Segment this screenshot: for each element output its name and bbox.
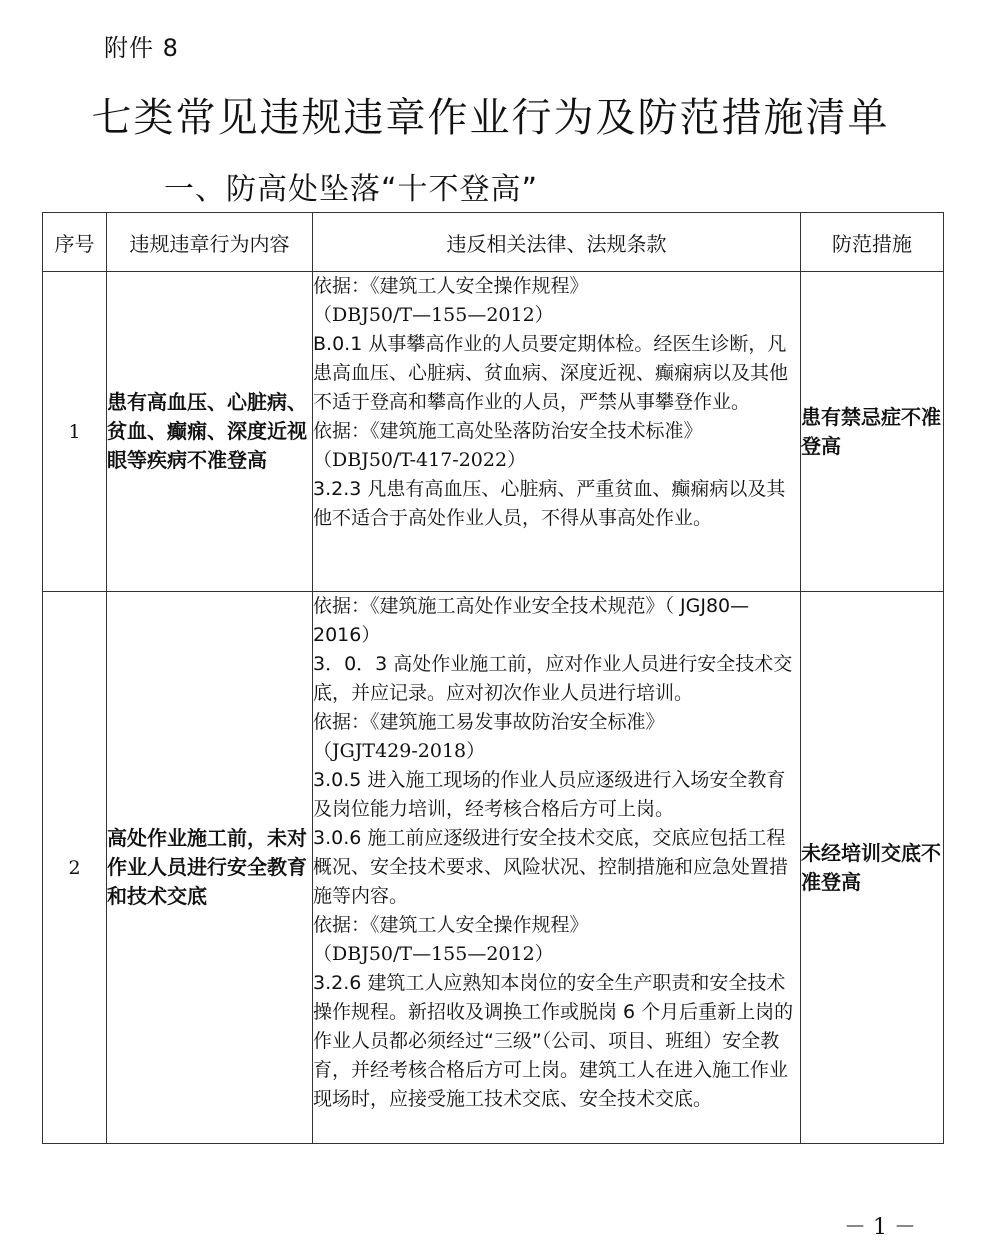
table-header-row: [43, 213, 944, 272]
column-header-number: 序号: [43, 213, 107, 272]
law-clause: B.0.1 从事攀高作业的人员要定期体检。经医生诊断，凡患高血压、心脏病、贫血病、深度近视、癫痫病以及其他不适于登高和攀高作业的人员，严禁从事攀登作业。: [313, 333, 789, 413]
law-clause: 3．0．3 高处作业施工前，应对作业人员进行安全技术交底，并应记录。应对初次作业人员进行培训。: [313, 653, 793, 704]
law-basis: 依据：《建筑施工高处坠落防治安全技术标准》: [313, 420, 703, 442]
law-cell: [313, 272, 801, 592]
attachment-label: 附件 8: [104, 34, 179, 62]
law-clause: 3.2.3 凡患有高血压、心脏病、严重贫血、癫痫病以及其他不适合于高处作业人员，不得从事高处作业。: [313, 478, 786, 529]
law-clause: 3.0.6 施工前应逐级进行安全技术交底，交底应包括工程概况、安全技术要求、风险状况、控制措施和应急处置措施等内容。: [313, 827, 789, 907]
law-basis: 依据：《建筑工人安全操作规程》: [313, 914, 589, 936]
measure-cell: 患有禁忌症不准登高: [801, 272, 944, 592]
page-number: － 1 －: [844, 1215, 916, 1240]
law-code: （JGJT429-2018）: [313, 740, 486, 762]
law-code: （DBJ50/T—155—2012）: [313, 943, 554, 965]
column-header-law: 违反相关法律、法规条款: [313, 213, 801, 272]
law-clause: 3.0.5 进入施工现场的作业人员应逐级进行入场安全教育及岗位能力培训，经考核合格后方可上岗。: [313, 769, 786, 820]
law-cell: [313, 592, 801, 1144]
table-row: [43, 592, 944, 1144]
law-basis: 依据：《建筑施工易发事故防治安全标准》: [313, 711, 665, 733]
law-clause: 3.2.6 建筑工人应熟知本岗位的安全生产职责和安全技术操作规程。新招收及调换工作或脱岗 6 个月后重新上岗的作业人员都必须经过“三级”（公司、项目、班组）安全教育，并经考核合格后方可上岗。建筑工人在进入施工作业现场时，应接受施工技术交底、安全技术交底。: [313, 972, 794, 1110]
column-header-behavior: 违规违章行为内容: [107, 213, 313, 272]
law-basis: 依据：《建筑工人安全操作规程》: [313, 275, 589, 297]
behavior-cell: 患有高血压、心脏病、贫血、癫痫、深度近视眼等疾病不准登高: [107, 272, 313, 592]
section-title: 一、防高处坠落“十不登高”: [164, 172, 539, 207]
row-number: 2: [43, 592, 107, 1144]
document-title: 七类常见违规违章作业行为及防范措施清单: [91, 95, 890, 141]
behavior-cell: 高处作业施工前，未对作业人员进行安全教育和技术交底: [107, 592, 313, 1144]
violations-table: [42, 212, 944, 1144]
table-row: [43, 272, 944, 592]
law-code: （DBJ50/T-417-2022）: [313, 449, 527, 471]
law-basis: 依据：《建筑施工高处作业安全技术规范》（ JGJ80—2016）: [313, 595, 750, 646]
measure-cell: 未经培训交底不准登高: [801, 592, 944, 1144]
column-header-measure: 防范措施: [801, 213, 944, 272]
law-code: （DBJ50/T—155—2012）: [313, 304, 554, 326]
row-number: 1: [43, 272, 107, 592]
